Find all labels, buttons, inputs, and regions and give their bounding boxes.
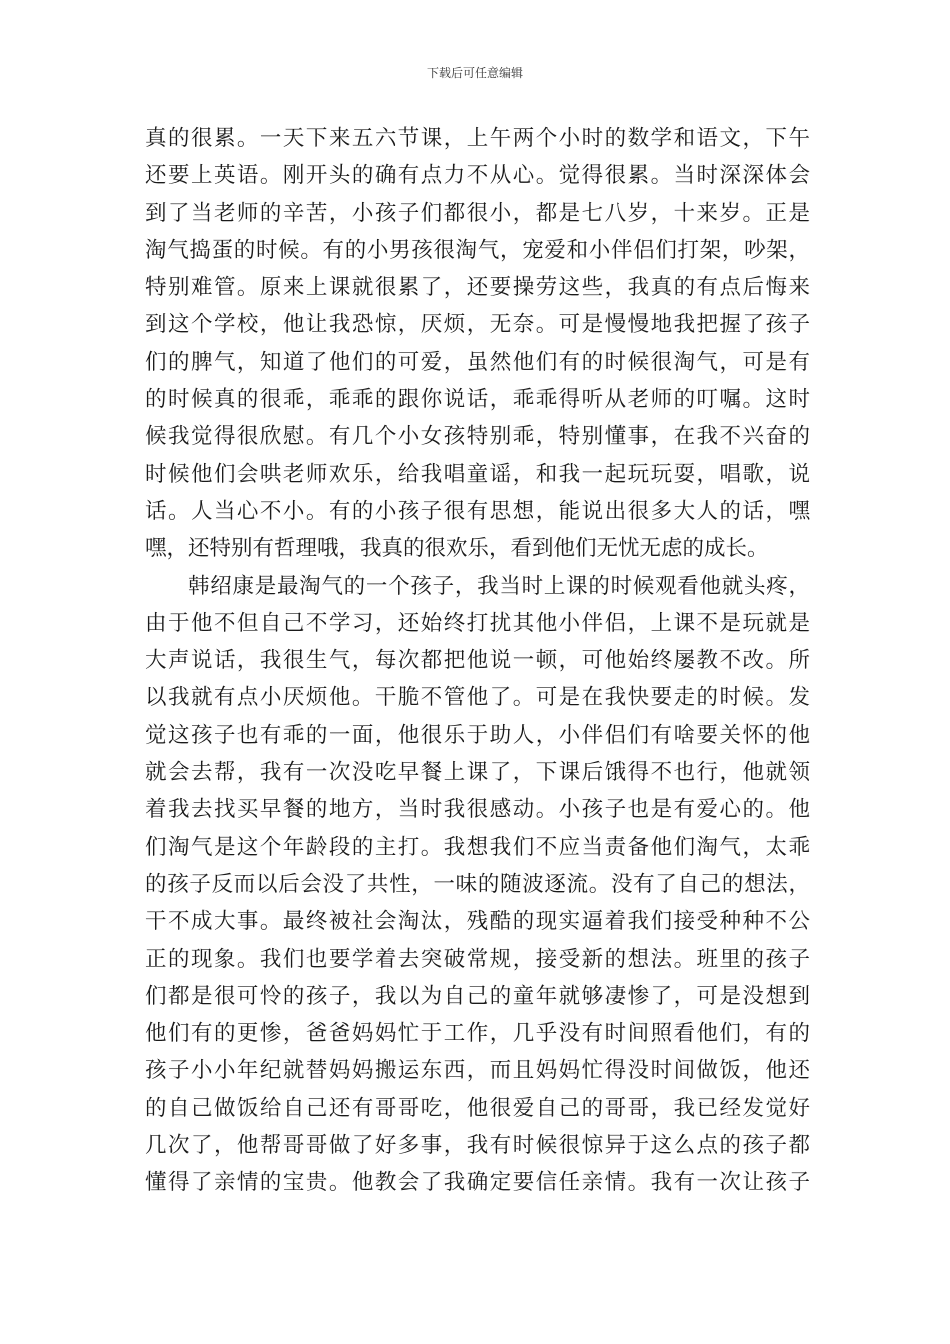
text-line: 几次了，他帮哥哥做了好多事，我有时候很惊异于这么点的孩子都 xyxy=(145,1133,810,1159)
text-line: 以我就有点小厌烦他。干脆不管他了。可是在我快要走的时候。发 xyxy=(145,685,810,711)
text-line: 到了当老师的辛苦，小孩子们都很小，都是七八岁，十来岁。正是 xyxy=(145,200,810,226)
text-line: 到这个学校，他让我恐惊，厌烦，无奈。可是慢慢地我把握了孩子 xyxy=(145,312,810,338)
text-line: 时候他们会哄老师欢乐，给我唱童谣，和我一起玩玩耍，唱歌，说 xyxy=(145,461,810,487)
text-line: 他们有的更惨，爸爸妈妈忙于工作，几乎没有时间照看他们，有的 xyxy=(145,1021,810,1047)
text-line: 由于他不但自己不学习，还始终打扰其他小伴侣，上课不是玩就是 xyxy=(145,610,810,636)
text-line: 大声说话，我很生气，每次都把他说一顿，可他始终屡教不改。所 xyxy=(145,648,810,674)
text-line: 淘气捣蛋的时候。有的小男孩很淘气，宠爱和小伴侣们打架，吵架， xyxy=(145,237,810,263)
text-line: 们的脾气，知道了他们的可爱，虽然他们有的时候很淘气，可是有 xyxy=(145,349,810,375)
text-line: 嘿，还特别有哲理哦，我真的很欢乐，看到他们无忧无虑的成长。 xyxy=(145,536,769,562)
text-line: 就会去帮，我有一次没吃早餐上课了，下课后饿得不也行，他就领 xyxy=(145,760,810,786)
text-line: 还要上英语。刚开头的确有点力不从心。觉得很累。当时深深体会 xyxy=(145,163,810,189)
text-line: 韩绍康是最淘气的一个孩子，我当时上课的时候观看他就头疼， xyxy=(188,573,810,599)
text-line: 觉这孩子也有乖的一面，他很乐于助人，小伴侣们有啥要关怀的他 xyxy=(145,722,810,748)
text-line: 的孩子反而以后会没了共性，一味的随波逐流。没有了自己的想法， xyxy=(145,871,810,897)
text-line: 懂得了亲情的宝贵。他教会了我确定要信任亲情。我有一次让孩子 xyxy=(145,1170,810,1196)
text-line: 的自己做饭给自己还有哥哥吃，他很爱自己的哥哥，我已经发觉好 xyxy=(145,1095,810,1121)
text-line: 候我觉得很欣慰。有几个小女孩特别乖，特别懂事，在我不兴奋的 xyxy=(145,424,810,450)
text-line: 特别难管。原来上课就很累了，还要操劳这些，我真的有点后悔来 xyxy=(145,275,810,301)
page-header: 下载后可任意编辑 xyxy=(426,66,523,80)
text-line: 干不成大事。最终被社会淘汰，残酷的现实逼着我们接受种种不公 xyxy=(145,909,810,935)
text-line: 正的现象。我们也要学着去突破常规，接受新的想法。班里的孩子 xyxy=(145,946,810,972)
text-line: 的时候真的很乖，乖乖的跟你说话，乖乖得听从老师的叮嘱。这时 xyxy=(145,387,810,413)
body-text xyxy=(145,120,810,1202)
text-line: 着我去找买早餐的地方，当时我很感动。小孩子也是有爱心的。他 xyxy=(145,797,810,823)
text-line: 们淘气是这个年龄段的主打。我想我们不应当责备他们淘气，太乖 xyxy=(145,834,810,860)
text-line: 孩子小小年纪就替妈妈搬运东西，而且妈妈忙得没时间做饭，他还 xyxy=(145,1058,810,1084)
text-line: 真的很累。一天下来五六节课，上午两个小时的数学和语文，下午 xyxy=(145,126,810,151)
text-line: 们都是很可怜的孩子，我以为自己的童年就够凄惨了，可是没想到 xyxy=(145,983,810,1009)
text-line: 话。人当心不小。有的小孩子很有思想，能说出很多大人的话，嘿 xyxy=(145,498,810,524)
